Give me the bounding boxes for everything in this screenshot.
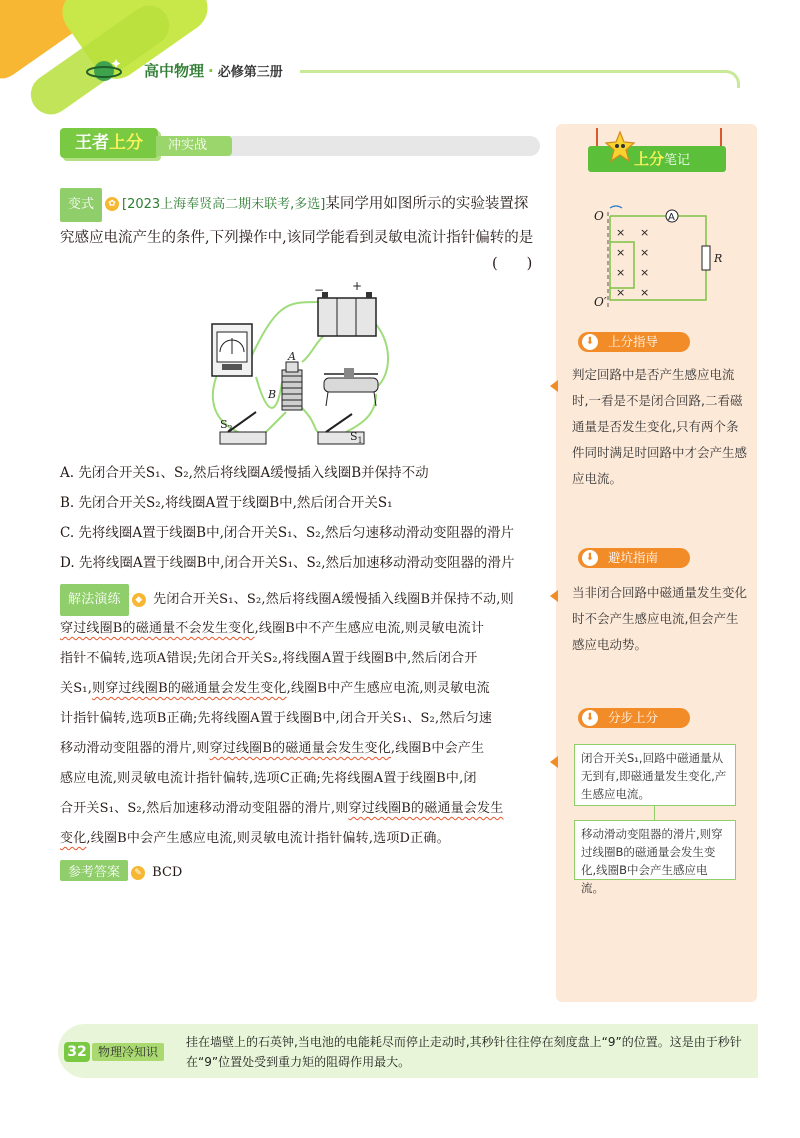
solution bbox=[60, 584, 540, 854]
axis-o2-label: O′ bbox=[594, 295, 607, 309]
step-arrow bbox=[550, 756, 558, 768]
field-mark: × bbox=[640, 246, 650, 259]
pencil-icon: ✎ bbox=[131, 866, 145, 880]
field-mark: × bbox=[616, 286, 626, 299]
apparatus-figure bbox=[206, 282, 396, 454]
guide-arrow bbox=[550, 380, 558, 392]
down-arrow-icon: ⬇ bbox=[582, 550, 598, 566]
solution-line bbox=[60, 764, 540, 794]
guide-label bbox=[578, 332, 690, 352]
field-mark: × bbox=[640, 226, 650, 239]
question-tag: 变式 bbox=[60, 188, 102, 222]
solution-line bbox=[60, 704, 540, 734]
header-subject: 高中物理 bbox=[144, 62, 205, 80]
pit-label-text: 避坑指南 bbox=[608, 550, 659, 565]
guide-text: 判定回路中是否产生感应电流时,一看是不是闭合回路,二看磁通量是否发生变化,只有两个条件同时满足时回路中才会产生感应电流。 bbox=[572, 367, 748, 486]
solution-line bbox=[60, 674, 540, 704]
solution-tag: 解法演练 bbox=[60, 584, 129, 616]
resistor-label: R bbox=[714, 252, 723, 265]
gear-icon: ✿ bbox=[105, 197, 119, 211]
solution-text: 关S₁, bbox=[60, 681, 93, 696]
footer-label: 物理冷知识 bbox=[92, 1043, 164, 1061]
badge-text-a: 王者 bbox=[75, 133, 109, 153]
solution-text: 指针不偏转,选项A错误;先闭合开关S₂,将线圈A置于线圈B中,然后闭合开 bbox=[60, 651, 478, 666]
switch-s2-label: $S_2$ bbox=[220, 418, 233, 433]
option-b[interactable]: B. 先闭合开关S₂,将线圈A置于线圈B中,然后闭合开关S₁ bbox=[60, 495, 393, 511]
question-body: 某同学用如图所示的实验装置探究感应电流产生的条件,下列操作中,该同学能看到灵敏电流计指针偏转的是 bbox=[60, 196, 534, 246]
planet-icon bbox=[86, 55, 124, 85]
header-sep: · bbox=[208, 62, 214, 80]
field-mark: × bbox=[640, 286, 650, 299]
answer-tag: 参考答案 bbox=[60, 860, 128, 881]
solution-key: 穿过线圈B的磁通量会发生 bbox=[348, 801, 504, 816]
option-d[interactable]: D. 先将线圈A置于线圈B中,闭合开关S₁、S₂,然后加速移动滑动变阻器的滑片 bbox=[60, 555, 515, 571]
header-subtitle: 必修第三册 bbox=[217, 65, 283, 80]
footer-text: 挂在墙壁上的石英钟,当电池的电能耗尽而停止走动时,其秒针往往停在刻度盘上“9”的位置。这是由于秒针在“9”位置处受到重力矩的阻碍作用最大。 bbox=[186, 1035, 742, 1069]
options-list bbox=[60, 458, 540, 578]
coil-b-label: B bbox=[268, 388, 277, 401]
section-badge bbox=[60, 128, 158, 158]
ammeter-label: A bbox=[668, 212, 675, 223]
axis-o-label: O bbox=[594, 209, 604, 223]
notes-title-a: 上分 bbox=[634, 150, 665, 168]
field-mark: × bbox=[616, 266, 626, 279]
circuit-diagram bbox=[588, 204, 728, 310]
badge-icon: ◆ bbox=[132, 593, 146, 607]
question-text bbox=[60, 188, 538, 254]
solution-line bbox=[60, 794, 540, 824]
solution-line bbox=[60, 644, 540, 674]
field-mark: × bbox=[640, 266, 650, 279]
down-arrow-icon: ⬇ bbox=[582, 334, 598, 350]
switch-s1-label: $S_1$ bbox=[350, 430, 363, 445]
header-title bbox=[144, 60, 283, 81]
header-rule bbox=[300, 70, 740, 88]
solution-line bbox=[60, 584, 540, 614]
solution-text: 先闭合开关S₁、S₂,然后将线圈A缓慢插入线圈B并保持不动,则 bbox=[153, 592, 514, 607]
guide-label-text: 上分指导 bbox=[608, 334, 659, 349]
option-c[interactable]: C. 先将线圈A置于线圈B中,闭合开关S₁、S₂,然后匀速移动滑动变阻器的滑片 bbox=[60, 525, 515, 541]
solution-text: ,线圈B中会产生 bbox=[390, 741, 485, 756]
solution-text: 感应电流,则灵敏电流计指针偏转,选项C正确;先将线圈A置于线圈B中,闭 bbox=[60, 771, 477, 786]
step-box-2: 移动滑动变阻器的滑片,则穿过线圈B的磁通量会发生变化,线圈B中会产生感应电流。 bbox=[574, 820, 736, 880]
badge-text-b: 上分 bbox=[109, 133, 143, 153]
answer-value: BCD bbox=[152, 865, 183, 880]
battery-plus: + bbox=[352, 282, 363, 293]
step-label-text: 分步上分 bbox=[608, 710, 659, 725]
field-mark: × bbox=[616, 246, 626, 259]
step-connector bbox=[654, 806, 655, 820]
down-arrow-icon: ⬇ bbox=[582, 710, 598, 726]
solution-key: 则穿过线圈B的磁通量会发生变化 bbox=[92, 681, 287, 696]
solution-text: ,线圈B中会产生感应电流,则灵敏电流计指针偏转,选项D正确。 bbox=[86, 831, 450, 846]
battery-minus: − bbox=[314, 283, 325, 297]
step-box-1: 闭合开关S₁,回路中磁通量从无到有,即磁通量发生变化,产生感应电流。 bbox=[574, 744, 736, 806]
solution-line bbox=[60, 614, 540, 644]
solution-key: 穿过线圈B的磁通量不会发生变化 bbox=[60, 621, 255, 636]
star-mascot-icon bbox=[604, 130, 636, 166]
page-number: 32 bbox=[64, 1042, 90, 1062]
section-tab: 冲实战 bbox=[156, 136, 232, 156]
notes-title-b: 笔记 bbox=[664, 153, 691, 168]
field-mark: × bbox=[616, 226, 626, 239]
solution-text: 计指针偏转,选项B正确;先将线圈A置于线圈B中,闭合开关S₁、S₂,然后匀速 bbox=[60, 711, 493, 726]
solution-line bbox=[60, 734, 540, 764]
solution-key: 变化 bbox=[60, 831, 87, 846]
question-source: [2023上海奉贤高二期末联考,多选] bbox=[122, 197, 326, 212]
pit-arrow bbox=[550, 590, 558, 602]
solution-text: 合开关S₁、S₂,然后加速移动滑动变阻器的滑片,则 bbox=[60, 801, 349, 816]
solution-key: 穿过线圈B的磁通量会发生变化 bbox=[209, 741, 391, 756]
coil-a-label: A bbox=[288, 350, 296, 363]
option-a[interactable]: A. 先闭合开关S₁、S₂,然后将线圈A缓慢插入线圈B并保持不动 bbox=[60, 465, 429, 481]
pit-text: 当非闭合回路中磁通量发生变化时不会产生感应电流,但会产生感应电动势。 bbox=[572, 585, 748, 652]
answer-blank: ( ) bbox=[492, 256, 533, 272]
solution-text: ,线圈B中不产生感应电流,则灵敏电流计 bbox=[254, 621, 485, 636]
solution-text: ,线圈B中产生感应电流,则灵敏电流 bbox=[286, 681, 490, 696]
answer bbox=[60, 860, 182, 881]
solution-text: 移动滑动变阻器的滑片,则 bbox=[60, 741, 210, 756]
step-label bbox=[578, 708, 690, 728]
pit-label bbox=[578, 548, 690, 568]
solution-line bbox=[60, 824, 540, 854]
